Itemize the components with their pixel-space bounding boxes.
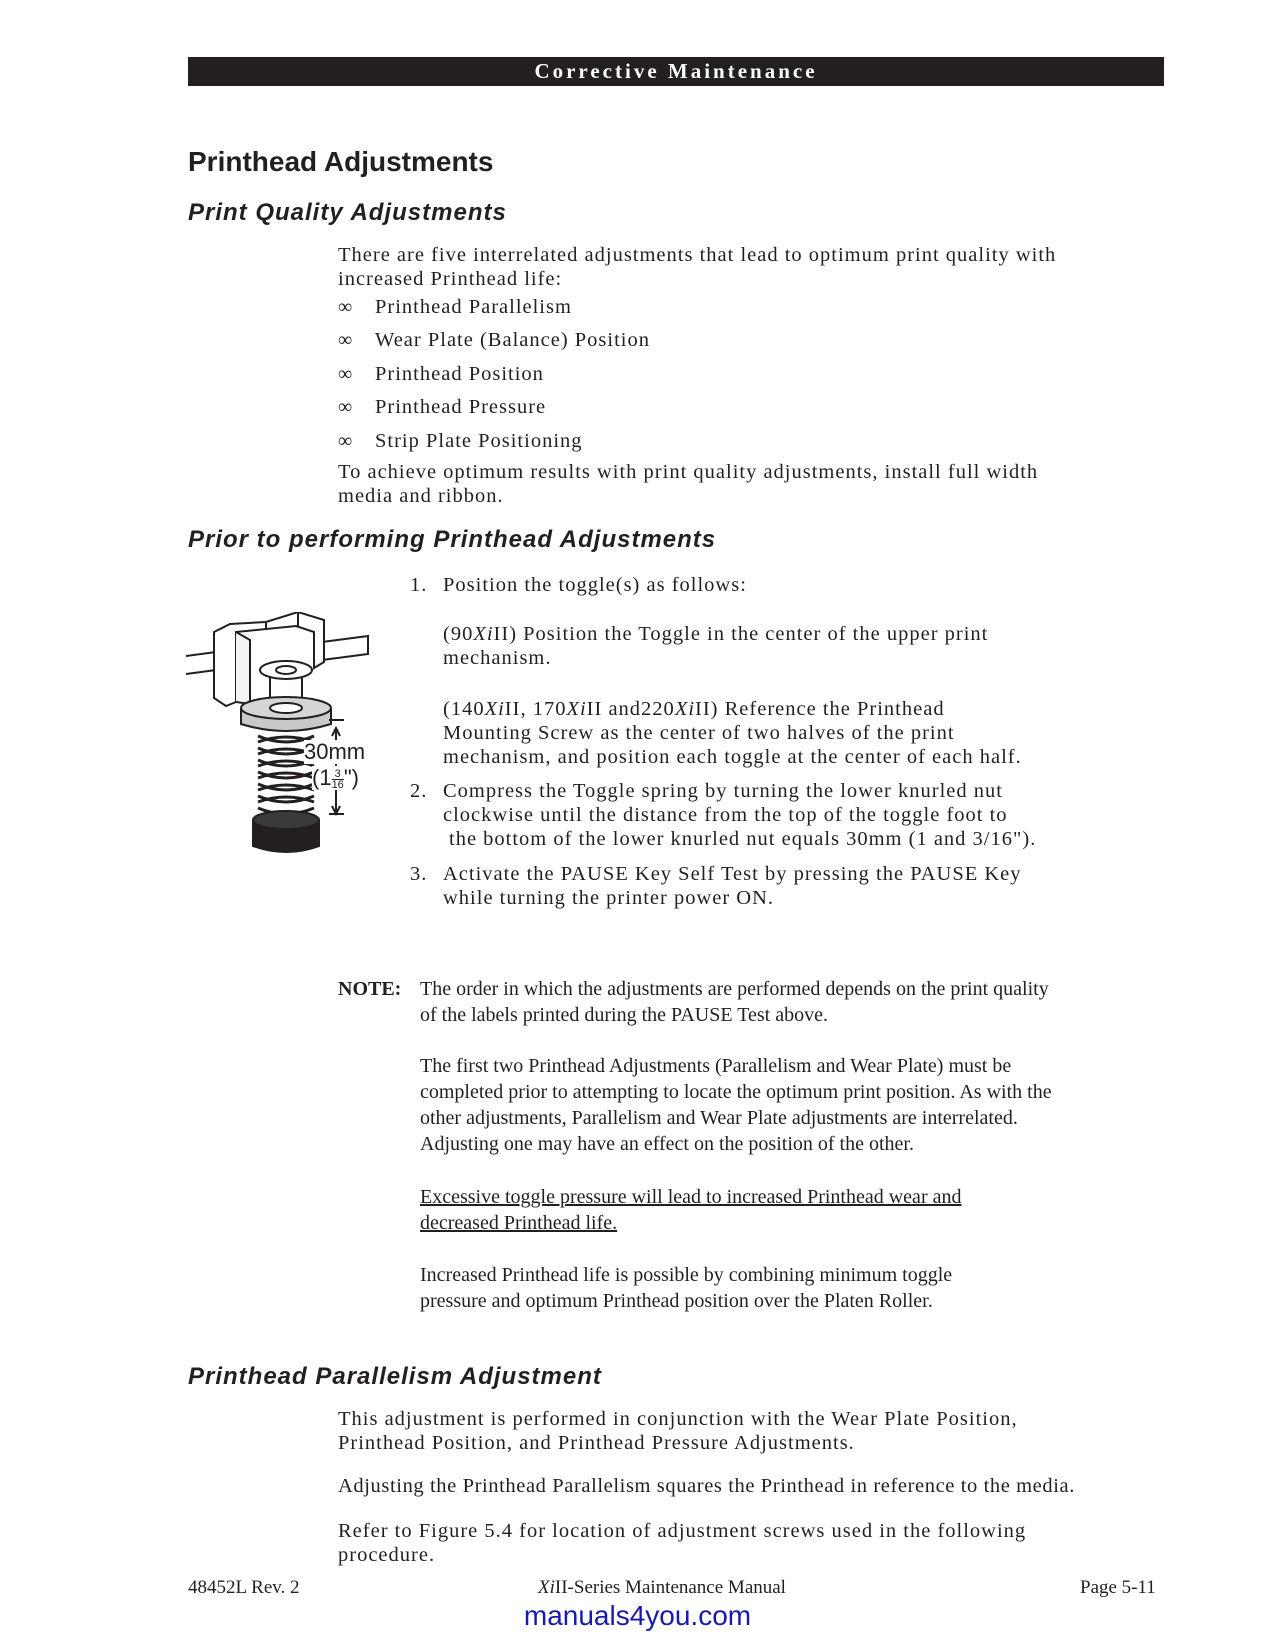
intro-line: There are five interrelated adjustments that lead to optimum print quality with — [338, 244, 1057, 266]
dimension-mm: 30mm — [304, 739, 366, 764]
list-item-label: Printhead Pressure — [375, 396, 547, 418]
step-number: 2. — [410, 780, 428, 802]
text-line: mechanism, and position each toggle at the center of each half. — [443, 746, 1022, 768]
footer-page-number: Page 5-11 — [1080, 1577, 1156, 1598]
prior-heading: Prior to performing Printhead Adjustments — [188, 526, 717, 553]
dim-den: 16 — [331, 778, 344, 791]
list-item — [338, 295, 572, 319]
text-line: Adjusting one may have an effect on the position of the other. — [420, 1133, 914, 1155]
infinity-bullet-icon: ∞ — [338, 363, 354, 385]
parallelism-para-3 — [338, 1519, 1026, 1567]
note-para-4 — [420, 1262, 952, 1314]
infinity-bullet-icon: ∞ — [338, 296, 354, 318]
print-quality-heading: Print Quality Adjustments — [188, 199, 507, 226]
model-italic: Xi — [538, 1577, 555, 1598]
footer-doc-number: 48452L Rev. 2 — [188, 1577, 300, 1598]
step-1-sub-multi — [443, 697, 1022, 769]
dim-fraction — [332, 769, 344, 790]
list-item — [338, 429, 583, 453]
text-run: II and220 — [586, 698, 675, 720]
note-label: NOTE: — [338, 978, 402, 1000]
text-line: clockwise until the distance from the top of the toggle foot to — [443, 804, 1008, 826]
dim-num: 3 — [332, 769, 344, 780]
closing-line: media and ribbon. — [338, 485, 504, 507]
list-item — [338, 362, 544, 386]
model-italic: Xi — [674, 698, 696, 720]
step-2-text — [443, 779, 1036, 851]
note-para-1 — [420, 976, 1049, 1028]
text-line: while turning the printer power ON. — [443, 887, 775, 909]
text-line: The order in which the adjustments are performed depends on the print quality — [420, 978, 1049, 1000]
header-bar — [188, 57, 1164, 86]
text-line: decreased Printhead life. — [420, 1212, 618, 1234]
list-item — [338, 395, 547, 419]
text-line: of the labels printed during the PAUSE Test above. — [420, 1004, 828, 1026]
text-run: II-Series Maintenance Manual — [554, 1577, 786, 1598]
watermark-link[interactable]: manuals4you.com — [523, 1600, 752, 1631]
text-line: Printhead Position, and Printhead Pressure Adjustments. — [338, 1432, 855, 1454]
list-item-label: Printhead Parallelism — [375, 296, 572, 318]
step-1-text: Position the toggle(s) as follows: — [443, 574, 747, 596]
list-item-label: Strip Plate Positioning — [375, 430, 583, 452]
page-title: Printhead Adjustments — [188, 146, 494, 177]
text-line: Compress the Toggle spring by turning the lower knurled nut — [443, 780, 1003, 802]
text-line: Mounting Screw as the center of two halves of the print — [443, 722, 955, 744]
text-line: mechanism. — [443, 647, 552, 669]
text-run: (90 — [443, 623, 474, 645]
parallelism-heading: Printhead Parallelism Adjustment — [188, 1363, 602, 1390]
text-line: The first two Printhead Adjustments (Parallelism and Wear Plate) must be — [420, 1055, 1012, 1077]
infinity-bullet-icon: ∞ — [338, 329, 354, 351]
text-run: (140 — [443, 698, 485, 720]
infinity-bullet-icon: ∞ — [338, 430, 354, 452]
parallelism-para-2: Adjusting the Printhead Parallelism squares the Printhead in reference to the media. — [338, 1475, 1075, 1497]
text-line: This adjustment is performed in conjunction with the Wear Plate Position, — [338, 1408, 1018, 1430]
text-line: the bottom of the lower knurled nut equals 30mm (1 and 3/16"). — [449, 828, 1037, 850]
intro-line: increased Printhead life: — [338, 268, 563, 290]
print-quality-intro — [338, 243, 1056, 291]
step-3-text — [443, 862, 1022, 910]
step-number: 1. — [410, 574, 428, 596]
dimension-inches — [312, 766, 359, 790]
step-number: 3. — [410, 863, 428, 885]
model-italic: Xi — [566, 698, 587, 720]
text-run: II) Position the Toggle in the center of the upper print — [493, 623, 989, 645]
dim-close: ") — [343, 765, 359, 790]
step-1-sub-90xi — [443, 622, 988, 670]
header-title: Corrective Maintenance — [534, 59, 818, 83]
text-line: Refer to Figure 5.4 for location of adjustment screws used in the following — [338, 1520, 1027, 1542]
print-quality-closing — [338, 460, 1038, 508]
toggle-spring-figure — [186, 612, 386, 862]
text-line: other adjustments, Parallelism and Wear Plate adjustments are interrelated. — [420, 1107, 1018, 1129]
text-line: Activate the PAUSE Key Self Test by pressing the PAUSE Key — [443, 863, 1022, 885]
text-line: procedure. — [338, 1544, 436, 1566]
dim-open: (1 — [312, 765, 332, 790]
list-item-label: Printhead Position — [375, 363, 544, 385]
model-italic: Xi — [473, 623, 494, 645]
text-line: Increased Printhead life is possible by combining minimum toggle — [420, 1264, 953, 1286]
text-line: completed prior to attempting to locate the optimum print position. As with the — [420, 1081, 1052, 1103]
text-run: II, 170 — [504, 698, 567, 720]
model-italic: Xi — [484, 698, 505, 720]
text-line: pressure and optimum Printhead position over the Platen Roller. — [420, 1290, 933, 1312]
note-para-2 — [420, 1053, 1052, 1157]
text-line: Excessive toggle pressure will lead to increased Printhead wear and — [420, 1186, 962, 1208]
list-item-label: Wear Plate (Balance) Position — [375, 329, 650, 351]
parallelism-para-1 — [338, 1407, 1018, 1455]
toggle-illustration — [186, 612, 386, 862]
note-warning — [420, 1184, 961, 1236]
footer-manual-title — [538, 1577, 786, 1599]
closing-line: To achieve optimum results with print quality adjustments, install full width — [338, 461, 1039, 483]
infinity-bullet-icon: ∞ — [338, 396, 354, 418]
text-run: II) Reference the Printhead — [695, 698, 945, 720]
list-item — [338, 328, 650, 352]
